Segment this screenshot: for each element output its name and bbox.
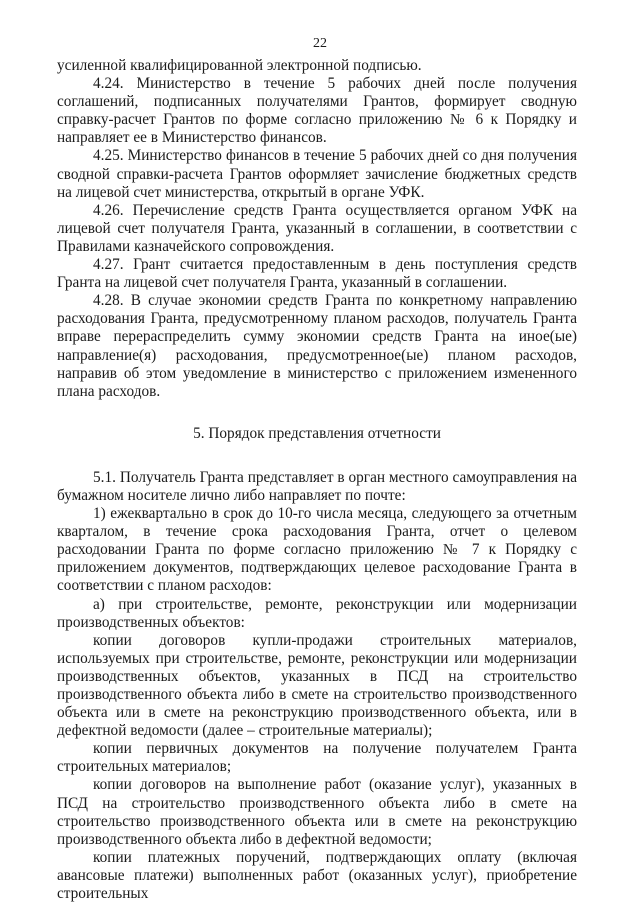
section-heading: 5. Порядок представления отчетности <box>193 424 441 442</box>
paragraph-5-1: 5.1. Получатель Гранта представляет в орган местного самоуправления на бумажном носителе лично либо направляет по почте: <box>57 468 577 504</box>
document-body <box>57 57 577 903</box>
paragraph-4-27: 4.27. Грант считается предоставленным в день поступления средств Гранта на лицевой счет получателя Гранта, указанный в соглашении. <box>57 256 577 292</box>
list-item-work-contracts: копии договоров на выполнение работ (оказание услуг), указанных в ПСД на строительство производственного объекта либо в смете на строительство производственного объекта или в смете на реконструкцию производственного объекта либо в дефектной ведомости; <box>57 776 577 848</box>
paragraph-4-25: 4.25. Министерство финансов в течение 5 рабочих дней со дня получения сводной справки-расчета Грантов оформляет зачисление бюджетных средств на лицевой счет министерства, открытый в органе УФК. <box>57 147 577 201</box>
paragraph-4-26: 4.26. Перечисление средств Гранта осуществляется органом УФК на лицевой счет получателя Гранта, указанный в соглашении, в соответствии с Правилами казначейского сопровождения. <box>57 201 577 255</box>
paragraph-4-28: 4.28. В случае экономии средств Гранта по конкретному направлению расходования Гранта, предусмотренному планом расходов, получатель Гранта вправе перераспределить сумму экономии средств Гранта на иное(ые) направление(я) расходования, предусмотренное(ые) планом расходов, направив об этом уведомление в министерство с приложением измененного плана расходов. <box>57 292 577 400</box>
list-item-contracts-materials: копии договоров купли-продажи строительных материалов, используемых при строительстве, ремонте, реконструкции или модернизации производственных объектов, указанных в ПСД на строительство производственного объекта либо в смете на строительство производственного объекта или в смете на реконструкцию производственного объекта, или в дефектной ведомости (далее – строительные материалы); <box>57 631 577 740</box>
list-item-payment-orders: копии платежных поручений, подтверждающих оплату (включая авансовые платежи) выполненных работ (оказанных услуг), приобретение строительных <box>57 848 577 903</box>
page-number: 22 <box>313 36 327 51</box>
list-item-primary-documents: копии первичных документов на получение получателем Гранта строительных материалов; <box>57 740 577 776</box>
paragraph-continuation: усиленной квалифицированной электронной подписью. <box>57 57 422 74</box>
sub-item-a: а) при строительстве, ремонте, реконструкции или модернизации производственных объектов: <box>57 595 577 631</box>
paragraph-4-24: 4.24. Министерство в течение 5 рабочих дней после получения соглашений, подписанных получателями Грантов, формирует сводную справку-расчет Грантов по форме согласно приложению № 6 к Порядку и направляет ее в Министерство финансов. <box>57 75 577 147</box>
list-item-1: 1) ежеквартально в срок до 10-го числа месяца, следующего за отчетным кварталом, в течение срока расходования Гранта, отчет о целевом расходовании Гранта по форме согласно приложению № 7 к Порядку с приложением документов, подтверждающих целевое расходование Гранта в соответствии с планом расходов: <box>57 505 577 595</box>
